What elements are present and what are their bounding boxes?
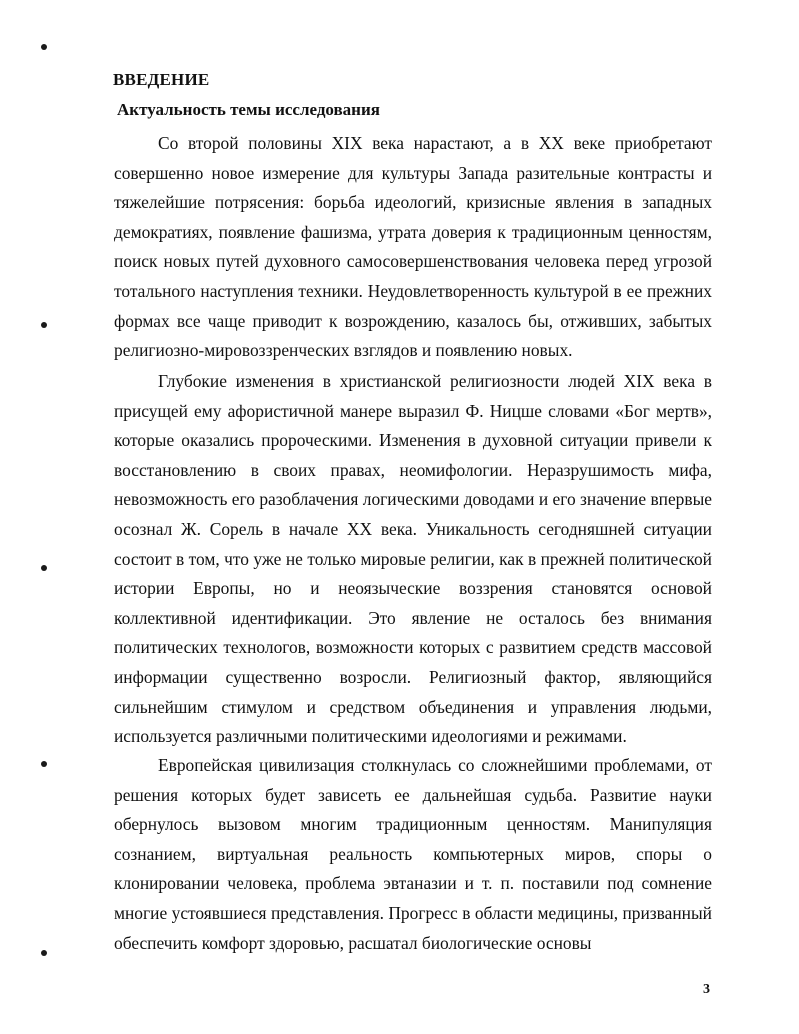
section-heading: ВВЕДЕНИЕ (113, 70, 210, 89)
binding-hole-mark (41, 761, 47, 767)
section-subheading: Актуальность темы исследования (117, 100, 380, 119)
paragraph: Глубокие изменения в христианской религиозности людей XIX века в присущей ему афористичной манере выразил Ф. Ницше словами «Бог мертв», которые оказались пророческими. Изменения в духовной ситуации привели к восстановлению в своих правах, неомифологии. Неразрушимость мифа, невозможность его разоблачения логическими доводами и его значение впервые осознал Ж. Сорель в начале XX века. Уникальность сегодняшней ситуации состоит в том, что уже не только мировые религии, как в прежней политической истории Европы, но и неоязыческие воззрения становятся основой коллективной идентификации. Это явление не осталось без внимания политических технологов, возможности которых с развитием средств массовой информации существенно возросли. Религиозный фактор, являющийся сильнейшим стимулом и средством объединения и управления людьми, используется различными политическими идеологиями и режимами. (114, 371, 712, 747)
binding-hole-mark (41, 950, 47, 956)
binding-hole-mark (41, 44, 47, 50)
binding-hole-mark (41, 565, 47, 571)
page-number: 3 (703, 982, 710, 997)
paragraph: Со второй половины XIX века нарастают, а в XX веке приобретают совершенно новое измерение для культуры Запада разительные контрасты и тяжелейшие потрясения: борьба идеологий, кризисные явления в западных демократиях, появление фашизма, утрата доверия к традиционным ценностям, поиск новых путей духовного самосовершенствования человека перед угрозой тотального наступления техники. Неудовлетворенность культурой в ее прежних формах все чаще приводит к возрождению, казалось бы, отживших, забытых религиозно-мировоззренческих взглядов и появлению новых. (114, 133, 712, 361)
paragraph: Европейская цивилизация столкнулась со сложнейшими проблемами, от решения которых будет зависеть ее дальнейшая судьба. Развитие науки обернулось вызовом многим традиционным ценностям. Манипуляция сознанием, виртуальная реальность компьютерных миров, споры о клонировании человека, проблема эвтаназии и т. п. поставили под сомнение многие устоявшиеся представления. Прогресс в области медицины, призванный обеспечить комфорт здоровью, расшатал биологические основы (114, 755, 712, 953)
binding-hole-mark (41, 322, 47, 328)
